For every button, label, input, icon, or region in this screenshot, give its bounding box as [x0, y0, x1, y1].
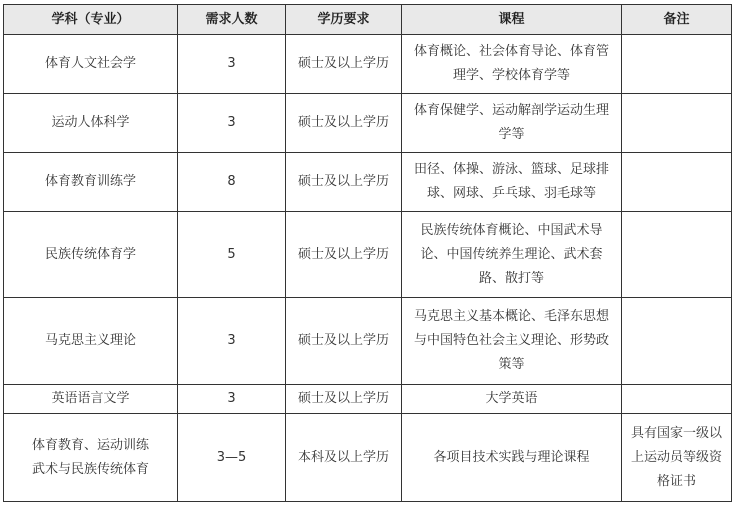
table-header-row	[4, 5, 732, 35]
cell-courses	[402, 298, 622, 385]
table-row	[4, 153, 732, 212]
cell-notes	[622, 94, 732, 153]
cell-subject-line: 英语语言文学	[51, 391, 130, 406]
cell-subject-line: 体育教育、运动训练	[31, 437, 149, 453]
table-body	[4, 35, 732, 502]
cell-subject	[4, 212, 178, 298]
cell-notes-line: 具有国家一级以	[630, 425, 722, 441]
cell-courses-line: 学等	[498, 127, 525, 142]
cell-courses	[402, 212, 622, 298]
table-row	[4, 35, 732, 94]
cell-notes-line: 上运动员等级资	[630, 449, 722, 465]
cell-courses-line: 与中国特色社会主义理论、形势政	[413, 333, 609, 348]
cell-subject	[4, 414, 178, 502]
header-notes: 备注	[622, 5, 732, 35]
table-row	[4, 212, 732, 298]
cell-courses-line: 论、中国传统养生理论、武术套	[420, 246, 603, 262]
cell-demand: 3—5	[178, 414, 286, 502]
cell-education: 硕士及以上学历	[286, 153, 402, 212]
cell-subject	[4, 153, 178, 212]
header-education: 学历要求	[286, 5, 402, 35]
cell-demand: 3	[178, 35, 286, 94]
cell-courses-line: 路、散打等	[478, 270, 544, 286]
cell-courses-line: 体育概论、社会体育导论、体育管	[413, 44, 609, 59]
cell-demand: 5	[178, 212, 286, 298]
cell-education: 硕士及以上学历	[286, 94, 402, 153]
header-demand: 需求人数	[178, 5, 286, 35]
cell-courses	[402, 385, 622, 414]
header-subject: 学科（专业）	[4, 5, 178, 35]
cell-courses-line: 田径、体操、游泳、篮球、足球排	[413, 162, 609, 177]
cell-courses-line: 马克思主义基本概论、毛泽东思想	[413, 309, 609, 324]
cell-courses-line: 体育保健学、运动解剖学运动生理	[413, 103, 609, 118]
cell-courses-line: 各项目技术实践与理论课程	[433, 449, 590, 465]
cell-courses	[402, 35, 622, 94]
cell-courses-line: 大学英语	[485, 391, 538, 406]
cell-subject-line: 武术与民族传统体育	[31, 461, 149, 477]
cell-notes	[622, 414, 732, 502]
cell-subject-line: 民族传统体育学	[44, 246, 136, 262]
cell-notes	[622, 298, 732, 385]
cell-notes	[622, 153, 732, 212]
cell-courses	[402, 414, 622, 502]
cell-notes-line: 格证书	[656, 473, 696, 489]
cell-subject	[4, 35, 178, 94]
cell-subject-line: 体育教育训练学	[44, 174, 136, 189]
cell-courses	[402, 94, 622, 153]
cell-courses-line: 民族传统体育概论、中国武术导	[420, 222, 603, 238]
cell-subject	[4, 385, 178, 414]
cell-education: 硕士及以上学历	[286, 35, 402, 94]
header-courses: 课程	[402, 5, 622, 35]
table-row	[4, 298, 732, 385]
cell-demand: 3	[178, 94, 286, 153]
cell-demand: 3	[178, 298, 286, 385]
cell-subject-line: 体育人文社会学	[44, 56, 136, 71]
cell-demand: 8	[178, 153, 286, 212]
cell-subject	[4, 298, 178, 385]
cell-education: 硕士及以上学历	[286, 212, 402, 298]
cell-courses	[402, 153, 622, 212]
cell-courses-line: 球、网球、乒乓球、羽毛球等	[426, 186, 596, 201]
cell-subject-line: 马克思主义理论	[44, 333, 136, 348]
cell-demand: 3	[178, 385, 286, 414]
cell-subject-line: 运动人体科学	[51, 115, 130, 130]
cell-notes	[622, 212, 732, 298]
cell-notes	[622, 35, 732, 94]
table-row	[4, 94, 732, 153]
table-row	[4, 414, 732, 502]
recruitment-table	[3, 4, 732, 502]
cell-notes	[622, 385, 732, 414]
cell-education: 硕士及以上学历	[286, 385, 402, 414]
cell-courses-line: 理学、学校体育学等	[452, 68, 570, 83]
cell-education: 硕士及以上学历	[286, 298, 402, 385]
cell-courses-line: 策等	[498, 357, 525, 372]
cell-subject	[4, 94, 178, 153]
table-row	[4, 385, 732, 414]
recruitment-table-wrapper	[3, 4, 732, 502]
cell-education: 本科及以上学历	[286, 414, 402, 502]
